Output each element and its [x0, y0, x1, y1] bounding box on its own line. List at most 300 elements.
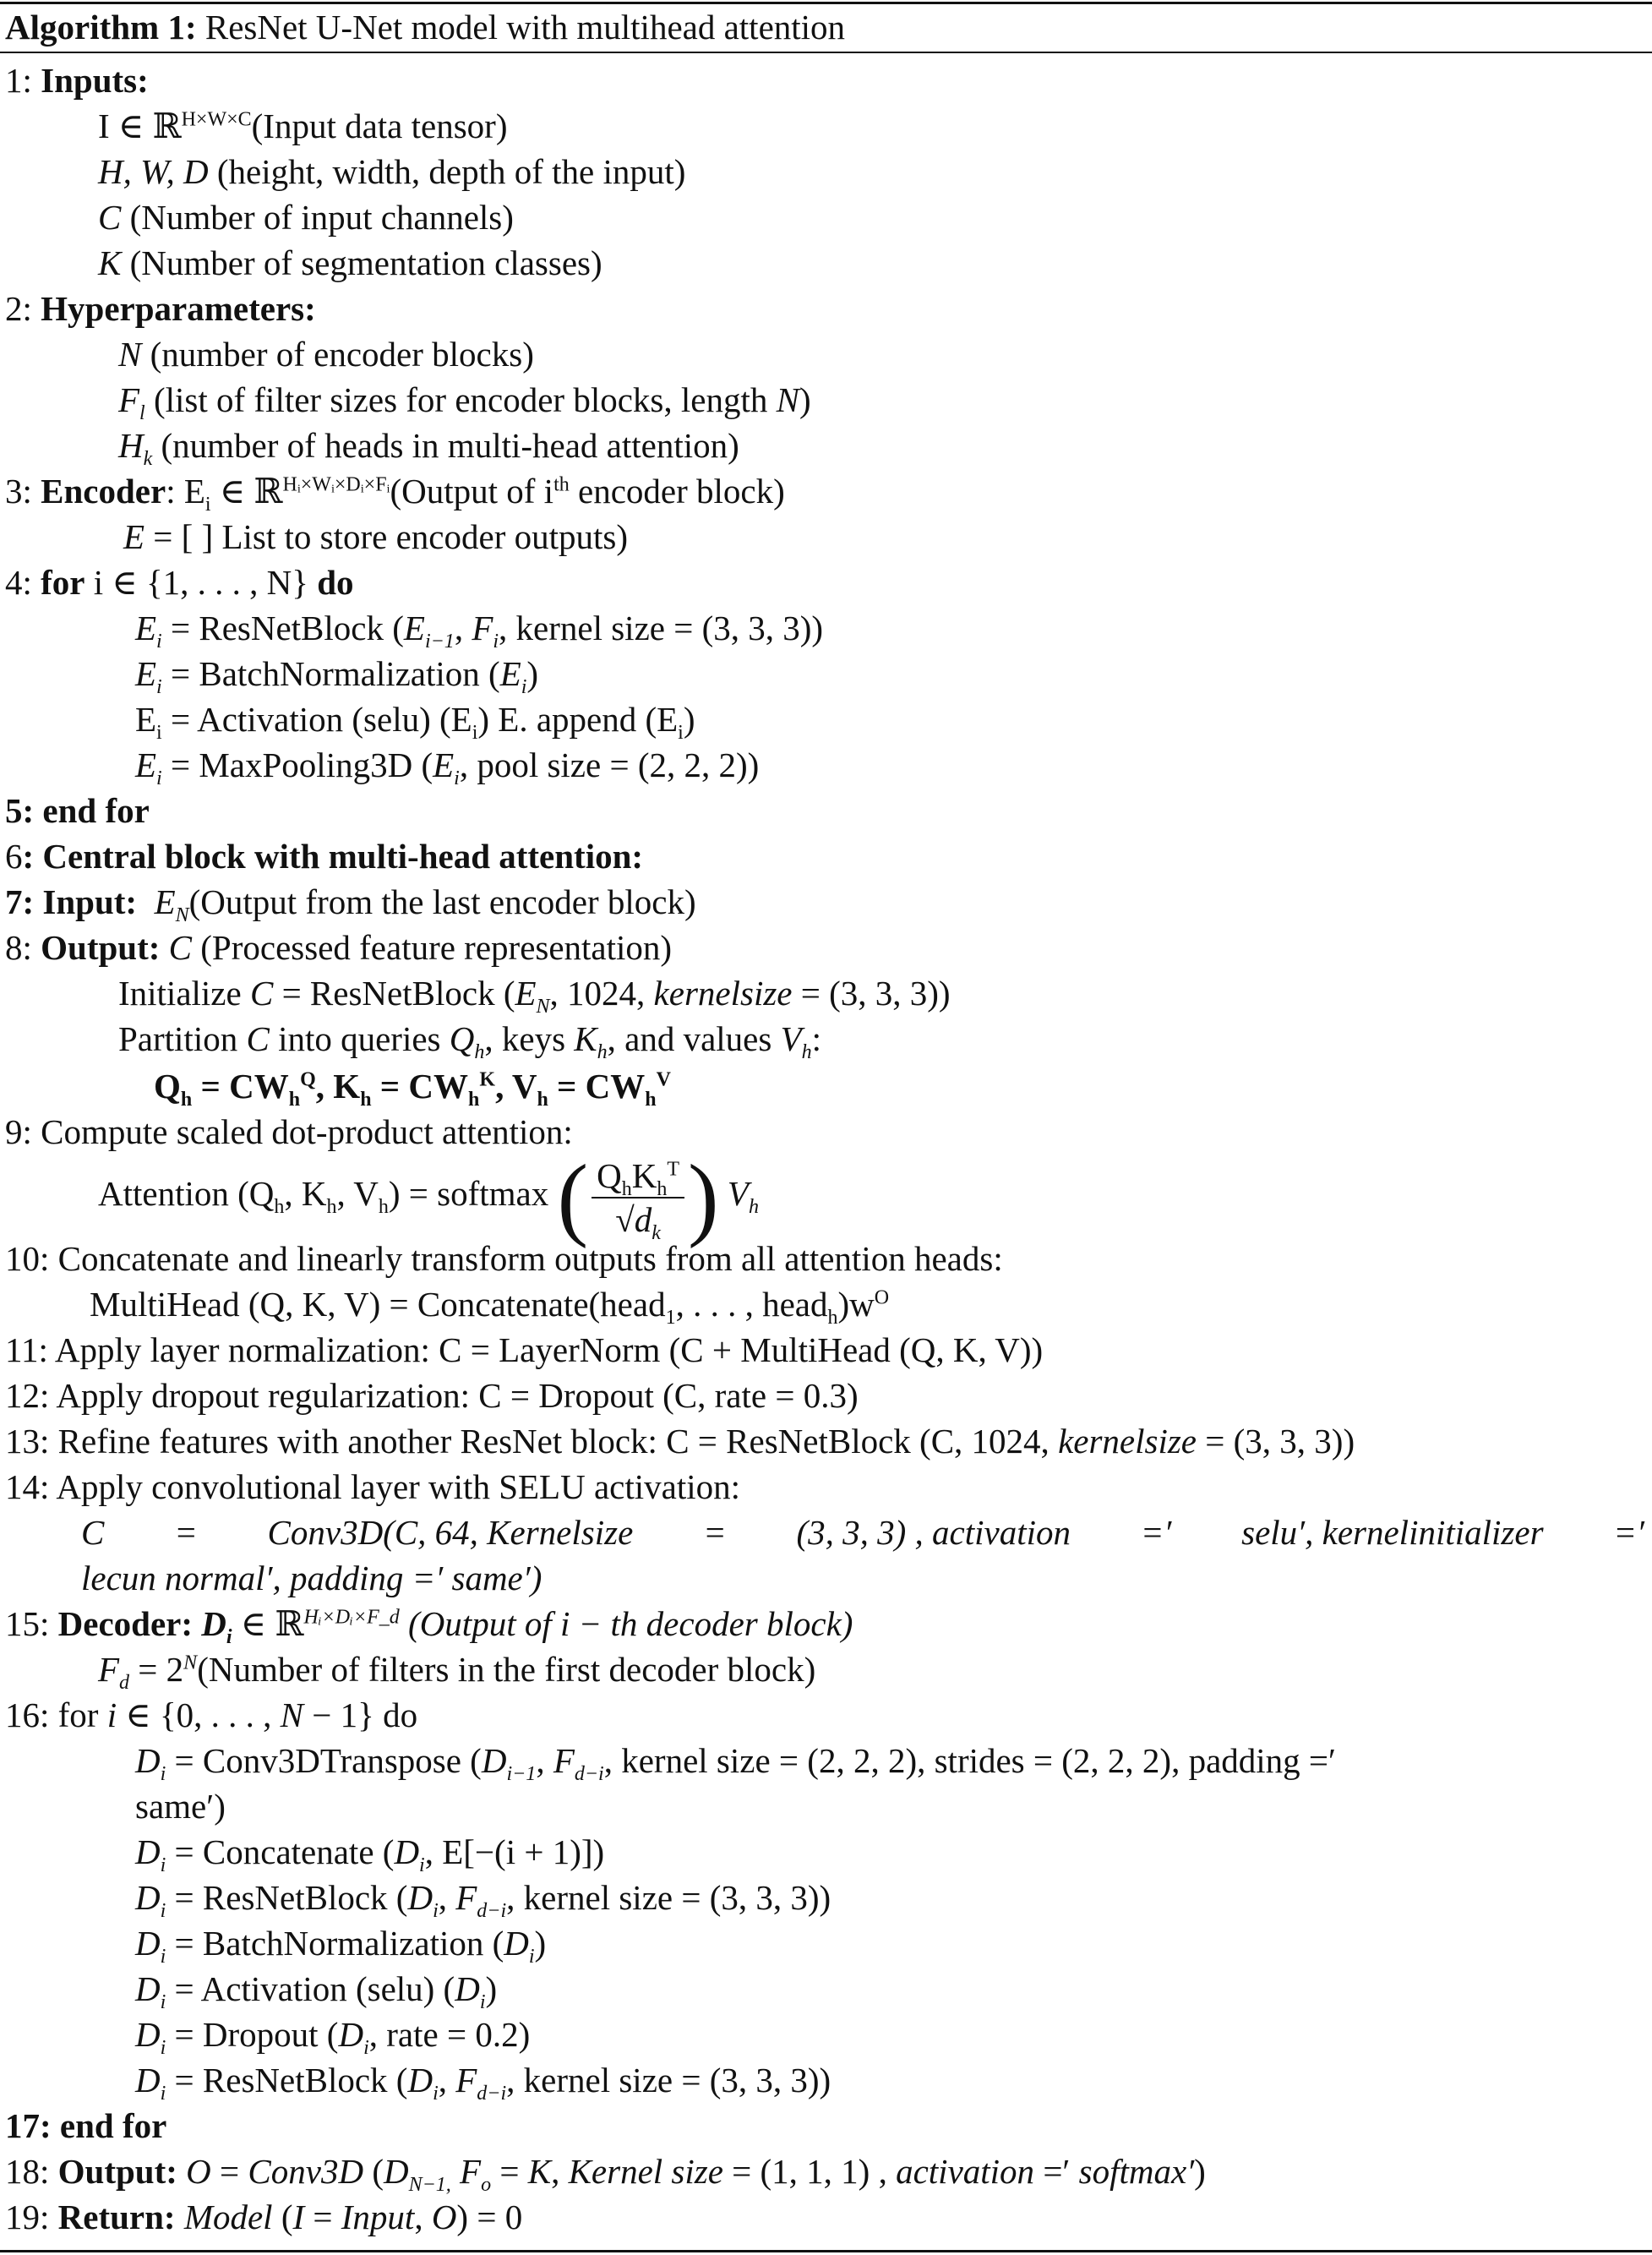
line-number: 6: [5, 837, 23, 876]
math-sub: i: [156, 676, 162, 699]
math-sub: h: [468, 1089, 480, 1111]
math: O: [186, 2152, 211, 2191]
text: , kernel size = (3, 3, 3)): [506, 2061, 831, 2099]
description: (number of heads in multi-head attention): [161, 426, 739, 465]
math: =: [491, 2152, 528, 2191]
math-sub: i: [156, 631, 162, 653]
encoder-list: [123, 514, 628, 560]
denominator: [592, 1198, 684, 1244]
math-sub: i: [156, 722, 162, 745]
math: K: [527, 2152, 552, 2191]
math: =′: [1613, 1513, 1644, 1552]
line-number: 18:: [5, 2152, 50, 2191]
math: : E: [166, 472, 205, 511]
dec-step-1-cont: [135, 1783, 226, 1829]
keyword: end for: [42, 791, 150, 830]
math: , . . . , head: [675, 1285, 828, 1324]
math-sup: K: [479, 1068, 496, 1091]
math-sub: h: [288, 1089, 301, 1111]
line-16: [5, 1692, 417, 1738]
hyper-H: [118, 423, 739, 471]
math: F: [472, 609, 493, 647]
math: Conv3D(C, 64, Kernelsize: [267, 1513, 634, 1552]
math: F: [118, 380, 140, 419]
math: Attention (Q: [98, 1174, 275, 1213]
hyper-F: [118, 377, 811, 423]
math-sup: T: [667, 1157, 680, 1180]
text: Compute scaled dot-product attention:: [41, 1112, 573, 1151]
line-15: [5, 1601, 853, 1649]
text: , keys: [484, 1019, 575, 1058]
math-sub: i: [479, 1991, 486, 2014]
math: =′: [1034, 2152, 1079, 2191]
description: (Output from the last encoder block): [188, 882, 696, 921]
math: (3, 3, 3) , activation: [796, 1513, 1071, 1552]
keyword: Encoder: [41, 472, 166, 511]
math: softmax′: [1078, 2152, 1195, 2191]
math: E: [135, 609, 157, 647]
text: Apply dropout regularization: C = Dropout (C, rate = 0.3): [56, 1376, 859, 1415]
math: O: [431, 2198, 457, 2236]
text: ): [683, 700, 695, 739]
math: K: [631, 1155, 657, 1195]
math: E: [499, 654, 521, 693]
math: D: [201, 1604, 226, 1643]
numerator: [592, 1155, 684, 1198]
math-sup: Hᵢ×Wᵢ×Dᵢ×Fᵢ: [282, 473, 390, 496]
math-sub: d: [119, 1672, 130, 1695]
math: =: [703, 1513, 727, 1552]
input-C: [98, 194, 514, 240]
math: C: [98, 198, 122, 237]
math: E: [403, 609, 425, 647]
math: F: [450, 2152, 482, 2191]
text: = BatchNormalization (: [161, 654, 500, 693]
math-sub: i: [433, 1900, 439, 1923]
math-sub: h: [326, 1196, 337, 1219]
text: = Concatenate (: [166, 1832, 395, 1871]
math: selu′, kernelinitializer: [1241, 1513, 1544, 1552]
math: H, W, D: [98, 152, 209, 191]
math: (Output of i − th decoder block): [399, 1604, 853, 1643]
math: ) = 0: [456, 2198, 523, 2236]
line-number: 1:: [5, 61, 32, 100]
line-5: [5, 788, 150, 833]
text: , kernel size = (3, 3, 3)): [506, 1878, 831, 1917]
keyword: Output:: [57, 2152, 177, 2191]
multihead-formula: [90, 1281, 890, 1330]
math-sub: N: [175, 904, 189, 927]
text: , E[−(i + 1)]): [424, 1832, 605, 1871]
math: F: [455, 2061, 477, 2099]
math: E: [135, 654, 157, 693]
math: MultiHead (Q, K, V) = Concatenate(head: [90, 1285, 666, 1324]
math: , V: [495, 1067, 537, 1106]
math-sub: i−1: [506, 1763, 537, 1786]
line-10: [5, 1236, 1003, 1281]
line-number: 4:: [5, 563, 32, 602]
math: D: [135, 1969, 161, 2008]
line-number: 17:: [5, 2106, 52, 2145]
math-sub: i: [160, 1946, 166, 1968]
line-13: [5, 1418, 1355, 1464]
math: √d: [615, 1199, 652, 1239]
text: , and values: [607, 1019, 781, 1058]
text: = MaxPooling3D (: [161, 745, 433, 784]
math: D: [135, 2061, 161, 2099]
text: ): [526, 654, 539, 693]
math-sub: h: [801, 1041, 812, 1064]
attention-formula: [98, 1143, 759, 1249]
text: same′): [135, 1787, 226, 1826]
math-sub: i: [493, 631, 499, 653]
enc-step-3: [135, 696, 695, 745]
math-sub: d−i: [477, 2083, 507, 2105]
math: =: [174, 1513, 198, 1552]
input-HWD: [98, 149, 685, 194]
math: i ∈ {1, . . . , N}: [85, 563, 318, 602]
text: Initialize: [118, 974, 250, 1013]
math-sub: l: [139, 402, 145, 425]
right-paren: ): [688, 1145, 719, 1249]
text: into queries: [269, 1019, 450, 1058]
text: = ResNetBlock (: [166, 1878, 408, 1917]
math: Kernel size: [568, 2152, 723, 2191]
math-sup: N: [183, 1652, 198, 1674]
keyword: Input:: [42, 882, 138, 921]
enc-step-4: [135, 742, 759, 788]
text: − 1} do: [303, 1695, 418, 1734]
line-number: 9:: [5, 1112, 32, 1151]
math-sub: i: [160, 2037, 166, 2060]
enc-step-2: [135, 651, 539, 699]
text: , kernel size = (2, 2, 2), strides = (2, 2, 2), padding =′: [603, 1741, 1336, 1780]
line-number: 2:: [5, 289, 32, 328]
math-sub: i: [156, 767, 162, 790]
line-number: 15:: [5, 1604, 50, 1643]
math-sub: i: [226, 1626, 232, 1649]
math: C: [81, 1513, 105, 1552]
keyword: Hyperparameters:: [41, 289, 316, 328]
algorithm-label: Algorithm 1:: [5, 8, 197, 46]
text: , rate = 0.2): [368, 2015, 531, 2054]
dec-step-6: [135, 2012, 531, 2060]
text: , kernel size = (3, 3, 3)): [499, 609, 824, 647]
math-sub: h: [378, 1196, 389, 1219]
math: = CW: [548, 1067, 646, 1106]
description: (Number of input channels): [129, 198, 514, 237]
description: (Processed feature representation): [192, 928, 673, 967]
math-sub: i: [521, 676, 527, 699]
keyword: Return:: [57, 2198, 176, 2236]
line-number: 5:: [5, 791, 35, 830]
math-sub: i: [678, 722, 684, 745]
math: Q: [449, 1019, 475, 1058]
math-sub: d−i: [574, 1763, 604, 1786]
math: D: [481, 1741, 507, 1780]
text: , 1024,: [549, 974, 654, 1013]
math: ∈ ℝ: [232, 1604, 304, 1643]
line-number: 3:: [5, 472, 32, 511]
text: Apply layer normalization: C = LayerNorm (C + MultiHead (Q, K, V)): [54, 1330, 1044, 1369]
math: =: [210, 2152, 248, 2191]
line-14: [5, 1464, 740, 1510]
math: Model: [183, 2198, 273, 2236]
keyword: Output:: [41, 928, 161, 967]
line-7: [5, 879, 696, 925]
description: (list of filter sizes for encoder blocks, length: [153, 380, 768, 419]
math-sub: h: [360, 1089, 372, 1111]
dec-step-7: [135, 2057, 831, 2103]
math-sub: i: [419, 1854, 425, 1877]
text: Refine features with another ResNet block: C = ResNetBlock (C, 1024,: [57, 1422, 1059, 1461]
text: = ResNetBlock (: [166, 2061, 408, 2099]
dec-step-3: [135, 1875, 831, 1923]
math-sub: i: [160, 1854, 166, 1877]
math-sub: i−1: [424, 631, 455, 653]
math-sup: V: [656, 1068, 671, 1091]
math: D: [383, 2152, 409, 2191]
input-I: [98, 103, 507, 149]
text: , pool size = (2, 2, 2)): [459, 745, 760, 784]
text: = Dropout (: [166, 2015, 339, 2054]
math: E: [135, 700, 157, 739]
math-sub: h: [180, 1089, 193, 1111]
math: D: [135, 1741, 161, 1780]
math: Q: [597, 1155, 622, 1195]
header-rule: [0, 52, 1652, 53]
math: E: [433, 745, 455, 784]
math-sub: h: [645, 1089, 657, 1111]
line-4: [5, 560, 354, 605]
math-sub: h: [597, 1041, 608, 1064]
math-sup: O: [874, 1286, 890, 1309]
line-number: 12:: [5, 1376, 50, 1415]
description: (Input data tensor): [251, 106, 508, 145]
math: C: [249, 974, 274, 1013]
description: (Number of segmentation classes): [129, 243, 602, 282]
description: (number of encoder blocks): [150, 335, 534, 374]
text: ,: [536, 1741, 553, 1780]
text: = BatchNormalization (: [166, 1924, 504, 1963]
dec-step-2: [135, 1829, 604, 1875]
math: E: [515, 974, 537, 1013]
math: I ∈ ℝ: [98, 106, 182, 145]
text: ,: [438, 2061, 456, 2099]
math-sub: o: [481, 2174, 492, 2197]
math: F: [455, 1878, 477, 1917]
text: ,: [438, 1878, 456, 1917]
line-number: 14:: [5, 1467, 50, 1506]
line-12: [5, 1373, 859, 1418]
math-sub: h: [474, 1041, 485, 1064]
math-sub: i: [204, 494, 211, 516]
math: = (1, 1, 1) ,: [722, 2152, 897, 2191]
text: Concatenate and linearly transform outputs from all attention heads:: [57, 1239, 1003, 1278]
math-sub: k: [652, 1221, 661, 1244]
math-sub: i: [160, 1991, 166, 2014]
line-18: [5, 2149, 1206, 2197]
line-number: 10:: [5, 1239, 50, 1278]
math-sub: i: [160, 2083, 166, 2105]
math-sub: i: [454, 767, 460, 790]
math-sub: d−i: [477, 1900, 507, 1923]
conv-formula-line1: [81, 1510, 1644, 1555]
keyword: : Central block with multi-head attention:: [22, 837, 644, 876]
bottom-rule: [0, 2250, 1652, 2252]
math: Q: [154, 1067, 181, 1106]
math: ): [1194, 2152, 1206, 2191]
math: , K: [284, 1174, 327, 1213]
math: = CW: [192, 1067, 289, 1106]
math: D: [455, 1969, 480, 2008]
text: ): [485, 1969, 498, 2008]
math: D: [504, 1924, 529, 1963]
line-number: 13:: [5, 1422, 50, 1461]
math: = 2: [129, 1650, 184, 1689]
math: E: [154, 882, 176, 921]
keyword: end for: [59, 2106, 167, 2145]
description: (height, width, depth of the input): [216, 152, 686, 191]
text: :: [811, 1019, 822, 1058]
math: kernelsize: [653, 974, 793, 1013]
text: Apply convolutional layer with SELU activation:: [56, 1467, 740, 1506]
math-sup: Q: [300, 1068, 316, 1091]
math: E: [123, 517, 145, 556]
math-sub: h: [274, 1196, 285, 1219]
description: = [ ] List to store encoder outputs): [144, 517, 628, 556]
line-number: 7:: [5, 882, 35, 921]
text: = (3, 3, 3)): [792, 974, 951, 1013]
math: )w: [837, 1285, 875, 1324]
line-8: [5, 925, 672, 970]
math: Input: [341, 2198, 415, 2236]
math-sub: h: [621, 1177, 632, 1200]
math: , K: [315, 1067, 361, 1106]
math: V: [780, 1019, 802, 1058]
text: ): [534, 1924, 547, 1963]
math: H: [118, 426, 144, 465]
math-sup: Hᵢ×Dᵢ×F_d: [303, 1606, 400, 1629]
math-sub: i: [433, 2083, 439, 2105]
math: (: [363, 2152, 384, 2191]
central-init: [118, 970, 951, 1016]
decoder-filters: [98, 1646, 816, 1695]
math-sub: N−1,: [408, 2174, 451, 2197]
keyword: Inputs:: [41, 61, 149, 100]
math: kernelsize: [1058, 1422, 1197, 1461]
top-rule: [0, 2, 1652, 4]
text: = ResNetBlock (: [273, 974, 515, 1013]
line-6: [5, 833, 643, 879]
text: ∈ {0, . . . ,: [117, 1695, 281, 1734]
math: activation: [896, 2152, 1035, 2191]
math: D: [135, 1832, 161, 1871]
enc-step-1: [135, 605, 823, 651]
text: = (3, 3, 3)): [1197, 1422, 1355, 1461]
description: encoder block): [569, 472, 785, 511]
line-11: [5, 1327, 1043, 1373]
math: =: [304, 2198, 341, 2236]
input-K: [98, 240, 602, 286]
math-sub: i: [528, 1946, 535, 1968]
line-number: 8:: [5, 928, 32, 967]
algorithm-caption: ResNet U-Net model with multihead attention: [204, 8, 846, 46]
math: lecun normal′, padding =′ same′): [81, 1559, 542, 1597]
text: for: [57, 1695, 107, 1734]
math-sub: N: [536, 996, 550, 1018]
text: = ResNetBlock (: [161, 609, 404, 647]
math-sub: h: [748, 1196, 759, 1219]
conv-formula-line2: [81, 1555, 542, 1601]
algorithm-title: [5, 5, 845, 49]
line-number: 16:: [5, 1695, 50, 1734]
math: D: [135, 1878, 161, 1917]
math-sub: i: [160, 1900, 166, 1923]
math: N: [118, 335, 142, 374]
math: K: [98, 243, 122, 282]
text: = Conv3DTranspose (: [166, 1741, 482, 1780]
math-sub: h: [827, 1307, 838, 1330]
math-sub: k: [143, 448, 153, 471]
math-sub: 1: [665, 1307, 676, 1330]
math: K: [574, 1019, 597, 1058]
description: (Number of filters in the first decoder block): [197, 1650, 816, 1689]
line-number: 11:: [5, 1330, 48, 1369]
math-sub: h: [657, 1177, 668, 1200]
math: C: [246, 1019, 270, 1058]
math: V: [727, 1174, 749, 1213]
dec-step-5: [135, 1966, 497, 2012]
fraction: [592, 1155, 684, 1244]
math: N: [776, 380, 799, 419]
math: ,: [551, 2152, 569, 2191]
math-sub: i: [472, 722, 478, 745]
keyword: for: [41, 563, 85, 602]
math: i: [106, 1695, 117, 1734]
dec-step-1: [135, 1738, 1336, 1786]
line-19: [5, 2194, 522, 2240]
keyword: Decoder:: [57, 1604, 194, 1643]
math-sub: i: [363, 2037, 369, 2060]
math: (: [272, 2198, 293, 2236]
line-2: [5, 286, 316, 331]
math-sup: th: [553, 473, 570, 496]
math: F: [553, 1741, 575, 1780]
math: D: [135, 1924, 161, 1963]
punct: ): [799, 380, 811, 419]
text: = Activation (selu) (: [166, 1969, 455, 2008]
line-17: [5, 2103, 166, 2149]
math: , V: [336, 1174, 379, 1213]
math-sub: h: [537, 1089, 548, 1111]
math: ) = softmax: [388, 1174, 549, 1213]
math: E: [135, 745, 157, 784]
keyword: do: [317, 563, 354, 602]
math: Conv3D: [248, 2152, 364, 2191]
text: ,: [454, 609, 472, 647]
math: D: [407, 2061, 433, 2099]
text: = Activation (selu) (E: [161, 700, 472, 739]
math: D: [135, 2015, 161, 2054]
left-paren: (: [557, 1145, 589, 1249]
line-3: [5, 468, 785, 514]
math: N: [280, 1695, 304, 1734]
line-1: [5, 57, 149, 103]
math-sub: i: [160, 1763, 166, 1786]
math: D: [394, 1832, 420, 1871]
hyper-N: [118, 331, 534, 377]
